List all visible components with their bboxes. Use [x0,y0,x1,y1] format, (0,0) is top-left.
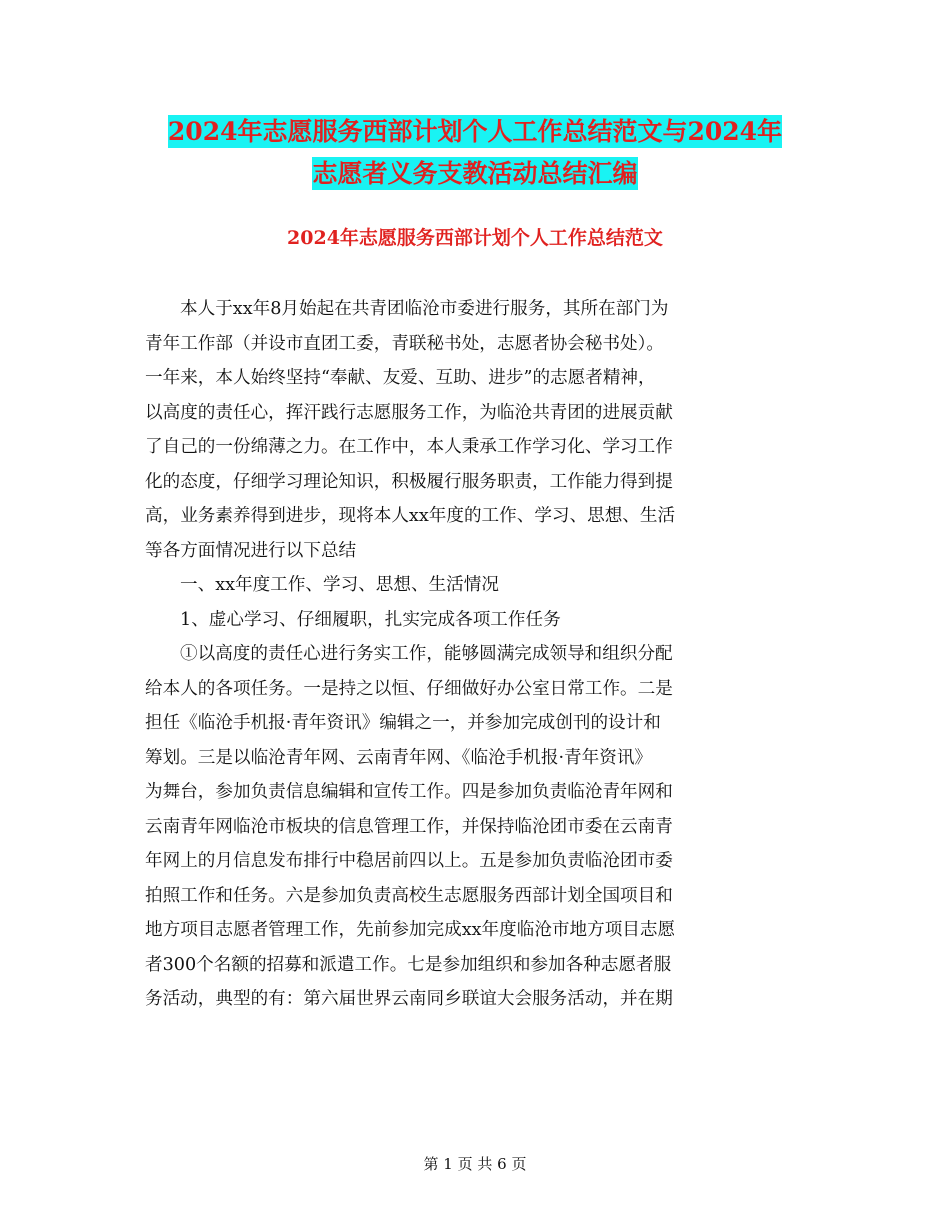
text-line: 云南青年网临沧市板块的信息管理工作，并保持临沧团市委在云南青 [145,816,673,837]
text-line: 等各方面情况进行以下总结 [145,540,357,561]
document-title-line-1 [130,112,820,152]
text-line: 务活动，典型的有：第六届世界云南同乡联谊大会服务活动，并在期 [145,989,673,1009]
page-footer: 第 1 页 共 6 页 [423,1155,527,1173]
text-line: 担任《临沧手机报·青年资讯》编辑之一，并参加完成创刊的设计和 [145,713,661,733]
document-title-line-2 [130,154,820,194]
text-line: 为舞台，参加负责信息编辑和宣传工作。四是参加负责临沧青年网和 [145,782,673,802]
text-line: 给本人的各项任务。一是持之以恒、仔细做好办公室日常工作。二是 [145,678,673,699]
text-line: 了自己的一份绵薄之力。在工作中，本人秉承工作学习化、学习工作 [145,437,673,457]
text-line: 者300个名额的招募和派遣工作。七是参加组织和参加各种志愿者服 [145,954,672,975]
text-line: 高，业务素养得到进步，现将本人xx年度的工作、学习、思想、生活 [145,506,676,526]
text-line: 青年工作部（并设市直团工委，青联秘书处，志愿者协会秘书处）。 [145,333,665,354]
body-text [145,292,805,1017]
text-line: 一年来，本人始终坚持“奉献、友爱、互助、进步”的志愿者精神， [145,368,656,388]
title-highlight: 志愿者义务支教活动总结汇编 [312,159,638,188]
text-line: ①以高度的责任心进行务实工作，能够圆满完成领导和组织分配 [180,644,673,664]
text-line: 年网上的月信息发布排行中稳居前四以上。五是参加负责临沧团市委 [145,851,673,871]
text-line: 本人于xx年8月始起在共青团临沧市委进行服务，其所在部门为 [180,299,669,319]
text-line: 以高度的责任心，挥汗践行志愿服务工作，为临沧共青团的进展贡献 [145,402,673,423]
text-line: 化的态度，仔细学习理论知识，积极履行服务职责，工作能力得到提 [145,471,673,492]
section-title: 2024年志愿服务西部计划个人工作总结范文 [287,227,663,249]
text-line: 拍照工作和任务。六是参加负责高校生志愿服务西部计划全国项目和 [145,885,673,906]
title-highlight: 2024年志愿服务西部计划个人工作总结范文与2024年 [167,117,783,146]
text-line: 一、xx年度工作、学习、思想、生活情况 [180,575,499,595]
text-line: 1、虚心学习、仔细履职，扎实完成各项工作任务 [180,609,561,630]
text-line: 筹划。三是以临沧青年网、云南青年网、《临沧手机报·青年资讯》 [145,747,653,768]
text-line: 地方项目志愿者管理工作，先前参加完成xx年度临沧市地方项目志愿 [145,920,676,940]
